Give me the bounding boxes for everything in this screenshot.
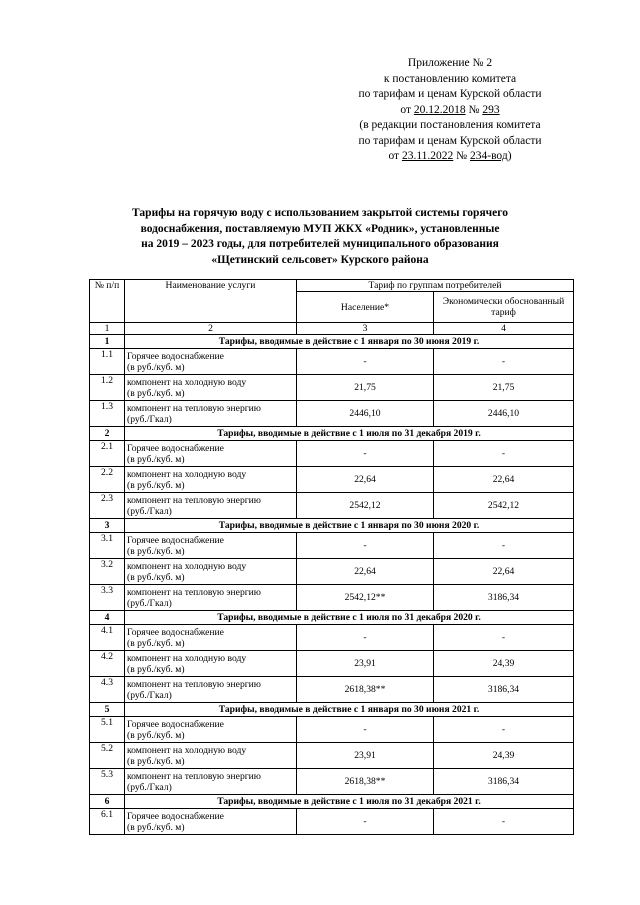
document-title xyxy=(70,206,570,268)
section-row xyxy=(90,795,574,809)
table-row xyxy=(90,585,574,611)
service-name xyxy=(125,585,297,611)
row-number: 1.1 xyxy=(90,349,125,375)
service-name-line1: компонент на тепловую энергию xyxy=(127,678,261,690)
col-number: 3 xyxy=(297,323,434,335)
appendix-text: от xyxy=(388,150,402,162)
service-name-line2: (руб./Гкал) xyxy=(127,689,172,701)
resolution-date: 20.12.2018 xyxy=(413,103,466,116)
table-row xyxy=(90,467,574,493)
service-name-line1: компонент на тепловую энергию xyxy=(127,586,261,598)
section-row xyxy=(90,335,574,349)
service-name xyxy=(125,651,297,677)
header-population: Население* xyxy=(297,292,434,323)
population-tariff: - xyxy=(297,809,434,835)
service-name-line1: Горячее водоснабжение xyxy=(127,350,224,362)
section-number: 1 xyxy=(90,335,125,349)
row-number: 1.3 xyxy=(90,401,125,427)
appendix-line: к постановлению комитета xyxy=(383,72,517,85)
service-name-line2: (в руб./куб. м) xyxy=(127,637,185,649)
section-row xyxy=(90,611,574,625)
section-number: 2 xyxy=(90,427,125,441)
population-tariff: - xyxy=(297,625,434,651)
appendix-line: Приложение № 2 xyxy=(407,57,493,69)
appendix-line: (в редакции постановления комитета xyxy=(359,119,541,131)
service-name-line1: Горячее водоснабжение xyxy=(127,534,224,546)
section-row xyxy=(90,519,574,533)
appendix-text: ) xyxy=(507,150,512,162)
row-number: 3.3 xyxy=(90,585,125,611)
economic-tariff: 22,64 xyxy=(434,467,574,493)
population-tariff: 2542,12** xyxy=(297,585,434,611)
service-name xyxy=(125,743,297,769)
section-title: Тарифы, вводимые в действие с 1 января по 30 июня 2019 г. xyxy=(125,335,574,349)
appendix-line: по тарифам и ценам Курской области xyxy=(358,134,542,147)
service-name xyxy=(125,809,297,835)
population-tariff: 2618,38** xyxy=(297,769,434,795)
service-name-line1: компонент на холодную воду xyxy=(127,652,247,664)
table-row xyxy=(90,493,574,519)
table-row xyxy=(90,677,574,703)
service-name xyxy=(125,559,297,585)
population-tariff: 21,75 xyxy=(297,375,434,401)
service-name-line1: компонент на холодную воду xyxy=(127,560,247,572)
row-number: 4.3 xyxy=(90,677,125,703)
title-line: «Щетинский сельсовет» Курского района xyxy=(211,253,429,266)
service-name-line2: (руб./Гкал) xyxy=(127,413,172,425)
tariff-table xyxy=(89,279,574,835)
appendix-text: от xyxy=(400,103,414,116)
title-line: Тарифы на горячую воду с использованием закрытой системы горячего xyxy=(132,207,508,219)
appendix-line xyxy=(330,149,570,165)
row-number: 4.1 xyxy=(90,625,125,651)
table-row xyxy=(90,743,574,769)
service-name-line2: (в руб./куб. м) xyxy=(127,755,185,767)
population-tariff: 23,91 xyxy=(297,651,434,677)
header-tariff-group: Тариф по группам потребителей xyxy=(297,280,574,292)
column-number-row xyxy=(90,323,574,335)
population-tariff: 2618,38** xyxy=(297,677,434,703)
economic-tariff: - xyxy=(434,717,574,743)
resolution-number: 293 xyxy=(482,103,500,116)
col-number: 1 xyxy=(90,323,125,335)
section-title: Тарифы, вводимые в действие с 1 января по 30 июня 2020 г. xyxy=(125,519,574,533)
economic-tariff: 3186,34 xyxy=(434,677,574,703)
table-row xyxy=(90,651,574,677)
table-row xyxy=(90,533,574,559)
economic-tariff: 3186,34 xyxy=(434,769,574,795)
service-name-line2: (в руб./куб. м) xyxy=(127,361,185,373)
header-num: № п/п xyxy=(90,280,125,323)
section-title: Тарифы, вводимые в действие с 1 июля по 31 декабря 2020 г. xyxy=(125,611,574,625)
population-tariff: 22,64 xyxy=(297,559,434,585)
service-name xyxy=(125,441,297,467)
table-row xyxy=(90,559,574,585)
service-name-line2: (руб./Гкал) xyxy=(127,597,172,609)
section-row xyxy=(90,703,574,717)
section-number: 4 xyxy=(90,611,125,625)
table-row xyxy=(90,625,574,651)
population-tariff: 22,64 xyxy=(297,467,434,493)
service-name xyxy=(125,401,297,427)
service-name-line2: (в руб./куб. м) xyxy=(127,571,185,583)
service-name xyxy=(125,769,297,795)
row-number: 6.1 xyxy=(90,809,125,835)
row-number: 5.2 xyxy=(90,743,125,769)
header-service: Наименование услуги xyxy=(125,280,297,323)
service-name-line1: компонент на холодную воду xyxy=(127,468,247,480)
economic-tariff: 24,39 xyxy=(434,743,574,769)
row-number: 3.1 xyxy=(90,533,125,559)
col-number: 4 xyxy=(434,323,574,335)
service-name-line2: (в руб./куб. м) xyxy=(127,821,185,833)
service-name xyxy=(125,375,297,401)
population-tariff: - xyxy=(297,533,434,559)
table-row xyxy=(90,375,574,401)
service-name-line2: (в руб./куб. м) xyxy=(127,545,185,557)
economic-tariff: - xyxy=(434,809,574,835)
row-number: 4.2 xyxy=(90,651,125,677)
economic-tariff: 24,39 xyxy=(434,651,574,677)
service-name-line2: (в руб./куб. м) xyxy=(127,387,185,399)
service-name-line1: Горячее водоснабжение xyxy=(127,810,224,822)
population-tariff: 23,91 xyxy=(297,743,434,769)
economic-tariff: 2446,10 xyxy=(434,401,574,427)
row-number: 5.3 xyxy=(90,769,125,795)
service-name-line1: компонент на холодную воду xyxy=(127,744,247,756)
service-name-line2: (руб./Гкал) xyxy=(127,505,172,517)
table-row xyxy=(90,769,574,795)
section-number: 5 xyxy=(90,703,125,717)
revision-number: 234-вод xyxy=(470,150,508,162)
economic-tariff: 21,75 xyxy=(434,375,574,401)
section-title: Тарифы, вводимые в действие с 1 июля по 31 декабря 2019 г. xyxy=(125,427,574,441)
appendix-line xyxy=(330,103,570,119)
service-name-line2: (в руб./куб. м) xyxy=(127,479,185,491)
service-name-line2: (руб./Гкал) xyxy=(127,781,172,793)
service-name xyxy=(125,625,297,651)
appendix-block xyxy=(330,56,570,165)
economic-tariff: 2542,12 xyxy=(434,493,574,519)
table-row xyxy=(90,809,574,835)
col-number: 2 xyxy=(125,323,297,335)
title-line: на 2019 – 2023 годы, для потребителей муниципального образования xyxy=(141,238,499,250)
service-name-line2: (в руб./куб. м) xyxy=(127,663,185,675)
revision-date: 23.11.2022 xyxy=(401,150,454,162)
section-row xyxy=(90,427,574,441)
section-title: Тарифы, вводимые в действие с 1 июля по 31 декабря 2021 г. xyxy=(125,795,574,809)
header-economic: Экономически обоснованный тариф xyxy=(434,292,574,323)
economic-tariff: - xyxy=(434,349,574,375)
economic-tariff: - xyxy=(434,533,574,559)
economic-tariff: - xyxy=(434,441,574,467)
table-row xyxy=(90,441,574,467)
service-name xyxy=(125,493,297,519)
service-name xyxy=(125,677,297,703)
row-number: 2.3 xyxy=(90,493,125,519)
appendix-line: по тарифам и ценам Курской области xyxy=(358,88,542,100)
economic-tariff: 3186,34 xyxy=(434,585,574,611)
table-row xyxy=(90,401,574,427)
tariff-table-body xyxy=(90,280,574,835)
service-name-line1: компонент на холодную воду xyxy=(127,376,247,388)
economic-tariff: 22,64 xyxy=(434,559,574,585)
service-name xyxy=(125,467,297,493)
section-number: 6 xyxy=(90,795,125,809)
population-tariff: - xyxy=(297,349,434,375)
population-tariff: - xyxy=(297,441,434,467)
service-name-line1: Горячее водоснабжение xyxy=(127,718,224,730)
table-row xyxy=(90,349,574,375)
service-name-line1: Горячее водоснабжение xyxy=(127,626,224,638)
table-row xyxy=(90,717,574,743)
population-tariff: 2542,12 xyxy=(297,493,434,519)
service-name xyxy=(125,533,297,559)
service-name-line1: компонент на тепловую энергию xyxy=(127,770,261,782)
service-name-line1: компонент на тепловую энергию xyxy=(127,494,261,506)
row-number: 1.2 xyxy=(90,375,125,401)
row-number: 2.1 xyxy=(90,441,125,467)
population-tariff: 2446,10 xyxy=(297,401,434,427)
appendix-text: № xyxy=(465,103,483,116)
service-name xyxy=(125,349,297,375)
population-tariff: - xyxy=(297,717,434,743)
row-number: 2.2 xyxy=(90,467,125,493)
service-name-line1: компонент на тепловую энергию xyxy=(127,402,261,414)
service-name-line1: Горячее водоснабжение xyxy=(127,442,224,454)
appendix-text: № xyxy=(453,150,470,162)
title-line: водоснабжения, поставляемую МУП ЖКХ «Родник», установленные xyxy=(140,222,500,235)
section-number: 3 xyxy=(90,519,125,533)
header-row xyxy=(90,280,574,292)
service-name-line2: (в руб./куб. м) xyxy=(127,453,185,465)
service-name-line2: (в руб./куб. м) xyxy=(127,729,185,741)
economic-tariff: - xyxy=(434,625,574,651)
service-name xyxy=(125,717,297,743)
row-number: 5.1 xyxy=(90,717,125,743)
row-number: 3.2 xyxy=(90,559,125,585)
section-title: Тарифы, вводимые в действие с 1 января по 30 июня 2021 г. xyxy=(125,703,574,717)
